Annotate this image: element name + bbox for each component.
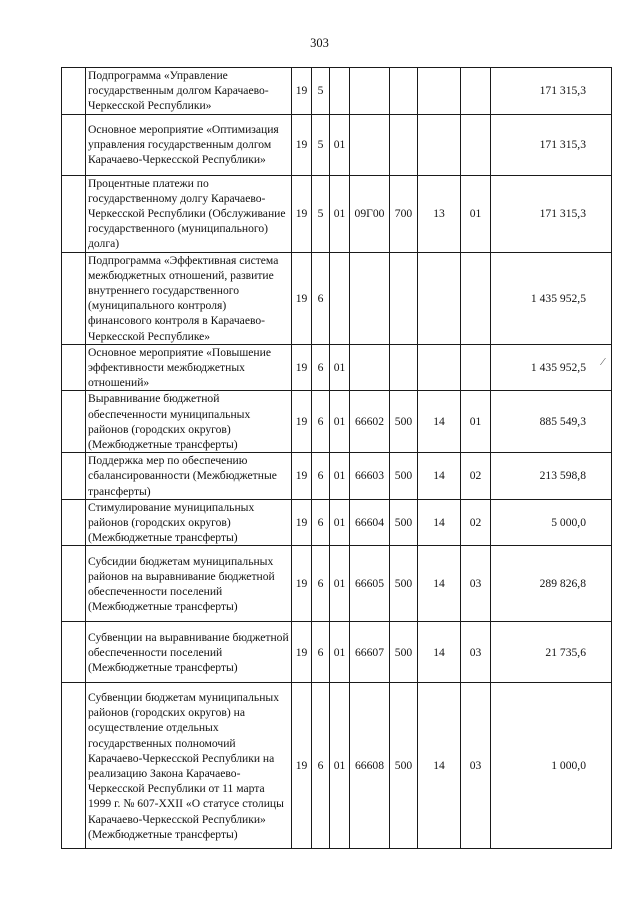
code-cell: 19 — [292, 546, 312, 622]
table-row — [62, 453, 612, 500]
code-cell — [390, 114, 418, 175]
row-number-cell — [62, 114, 86, 175]
code-cell — [461, 344, 491, 391]
amount-cell: 1 000,0 — [491, 683, 612, 849]
code-cell: 13 — [418, 175, 461, 252]
code-cell — [330, 252, 350, 344]
code-cell: 66603 — [350, 453, 390, 500]
code-cell: 66604 — [350, 499, 390, 546]
item-name-cell: Стимулирование муниципальных районов (городских округов) (Межбюджетные трансферты) — [86, 499, 292, 546]
row-number-cell — [62, 453, 86, 500]
row-number-cell — [62, 252, 86, 344]
code-cell: 03 — [461, 546, 491, 622]
table-row — [62, 344, 612, 391]
code-cell — [418, 114, 461, 175]
row-number-cell — [62, 499, 86, 546]
code-cell: 66607 — [350, 622, 390, 683]
code-cell: 01 — [330, 175, 350, 252]
amount-cell: 21 735,6 — [491, 622, 612, 683]
item-name-cell: Основное мероприятие «Оптимизация управления государственным долгом Карачаево-Черкесской Республики» — [86, 114, 292, 175]
amount-cell: 5 000,0 — [491, 499, 612, 546]
row-number-cell — [62, 68, 86, 115]
code-cell — [350, 114, 390, 175]
code-cell — [461, 252, 491, 344]
row-number-cell — [62, 344, 86, 391]
budget-table-body — [62, 68, 612, 849]
code-cell — [390, 252, 418, 344]
code-cell: 6 — [312, 499, 330, 546]
code-cell: 6 — [312, 391, 330, 453]
code-cell: 500 — [390, 683, 418, 849]
amount-cell: 171 315,3 — [491, 68, 612, 115]
code-cell: 19 — [292, 68, 312, 115]
code-cell: 6 — [312, 546, 330, 622]
code-cell — [418, 344, 461, 391]
code-cell: 01 — [330, 683, 350, 849]
table-row — [62, 68, 612, 115]
code-cell: 03 — [461, 683, 491, 849]
pen-mark: ⁄ — [602, 356, 604, 368]
code-cell: 01 — [330, 391, 350, 453]
amount-cell: 885 549,3 — [491, 391, 612, 453]
code-cell — [350, 252, 390, 344]
code-cell: 01 — [330, 499, 350, 546]
table-row — [62, 546, 612, 622]
code-cell: 6 — [312, 453, 330, 500]
amount-cell: 289 826,8 — [491, 546, 612, 622]
code-cell: 66602 — [350, 391, 390, 453]
amount-cell: 171 315,3 — [491, 175, 612, 252]
code-cell: 02 — [461, 453, 491, 500]
item-name-cell: Субвенции на выравнивание бюджетной обеспеченности поселений (Межбюджетные трансферты) — [86, 622, 292, 683]
code-cell: 14 — [418, 391, 461, 453]
table-row — [62, 683, 612, 849]
code-cell — [330, 68, 350, 115]
page-number: 303 — [310, 36, 329, 50]
code-cell: 09Г00 — [350, 175, 390, 252]
code-cell — [461, 114, 491, 175]
code-cell: 6 — [312, 622, 330, 683]
code-cell: 19 — [292, 252, 312, 344]
amount-cell: 213 598,8 — [491, 453, 612, 500]
row-number-cell — [62, 683, 86, 849]
code-cell: 19 — [292, 683, 312, 849]
code-cell: 01 — [330, 622, 350, 683]
item-name-cell: Подпрограмма «Эффективная система межбюджетных отношений, развитие внутреннего государственного (муниципального контроля) финансового контроля в Карачаево-Черкесской Республике» — [86, 252, 292, 344]
table-row — [62, 622, 612, 683]
amount-cell: 1 435 952,5 — [491, 252, 612, 344]
code-cell — [390, 68, 418, 115]
code-cell: 500 — [390, 622, 418, 683]
code-cell: 01 — [330, 114, 350, 175]
code-cell: 500 — [390, 546, 418, 622]
row-number-cell — [62, 546, 86, 622]
code-cell: 19 — [292, 499, 312, 546]
code-cell: 700 — [390, 175, 418, 252]
item-name-cell: Процентные платежи по государственному долгу Карачаево-Черкесской Республики (Обслуживание государственного (муниципального) долга) — [86, 175, 292, 252]
table-row — [62, 499, 612, 546]
code-cell: 5 — [312, 114, 330, 175]
code-cell: 01 — [330, 344, 350, 391]
code-cell: 66608 — [350, 683, 390, 849]
table-row — [62, 391, 612, 453]
item-name-cell: Основное мероприятие «Повышение эффективности межбюджетных отношений» — [86, 344, 292, 391]
code-cell: 14 — [418, 453, 461, 500]
code-cell: 500 — [390, 499, 418, 546]
code-cell: 01 — [461, 391, 491, 453]
code-cell: 01 — [461, 175, 491, 252]
code-cell: 01 — [330, 546, 350, 622]
code-cell: 02 — [461, 499, 491, 546]
code-cell — [390, 344, 418, 391]
code-cell: 500 — [390, 453, 418, 500]
row-number-cell — [62, 175, 86, 252]
code-cell — [418, 68, 461, 115]
code-cell: 19 — [292, 622, 312, 683]
code-cell: 6 — [312, 252, 330, 344]
item-name-cell: Субсидии бюджетам муниципальных районов на выравнивание бюджетной обеспеченности поселений (Межбюджетные трансферты) — [86, 546, 292, 622]
row-number-cell — [62, 622, 86, 683]
item-name-cell: Выравнивание бюджетной обеспеченности муниципальных районов (городских округов) (Межбюджетные трансферты) — [86, 391, 292, 453]
code-cell: 6 — [312, 683, 330, 849]
code-cell: 03 — [461, 622, 491, 683]
code-cell: 5 — [312, 68, 330, 115]
code-cell — [350, 68, 390, 115]
code-cell: 66605 — [350, 546, 390, 622]
item-name-cell: Поддержка мер по обеспечению сбалансированности (Межбюджетные трансферты) — [86, 453, 292, 500]
code-cell — [461, 68, 491, 115]
budget-table — [61, 67, 612, 849]
item-name-cell: Субвенции бюджетам муниципальных районов (городских округов) на осуществление отдельных государственных полномочий Карачаево-Черкесской Республики на реализацию Закона Карачаево-Черкесской Республики от 11 марта 1999 г. № 607-XXII «О статусе столицы Карачаево-Черкесской Республики» (Межбюджетные трансферты) — [86, 683, 292, 849]
code-cell: 14 — [418, 546, 461, 622]
code-cell: 14 — [418, 622, 461, 683]
code-cell: 19 — [292, 175, 312, 252]
code-cell: 19 — [292, 391, 312, 453]
code-cell: 5 — [312, 175, 330, 252]
row-number-cell — [62, 391, 86, 453]
code-cell: 19 — [292, 344, 312, 391]
amount-cell: 171 315,3 — [491, 114, 612, 175]
code-cell — [350, 344, 390, 391]
code-cell: 14 — [418, 683, 461, 849]
table-row — [62, 252, 612, 344]
code-cell: 14 — [418, 499, 461, 546]
code-cell: 01 — [330, 453, 350, 500]
code-cell — [418, 252, 461, 344]
table-row — [62, 175, 612, 252]
code-cell: 19 — [292, 453, 312, 500]
code-cell: 500 — [390, 391, 418, 453]
amount-cell: 1 435 952,5 — [491, 344, 612, 391]
code-cell: 19 — [292, 114, 312, 175]
table-row — [62, 114, 612, 175]
code-cell: 6 — [312, 344, 330, 391]
item-name-cell: Подпрограмма «Управление государственным долгом Карачаево-Черкесской Республики» — [86, 68, 292, 115]
